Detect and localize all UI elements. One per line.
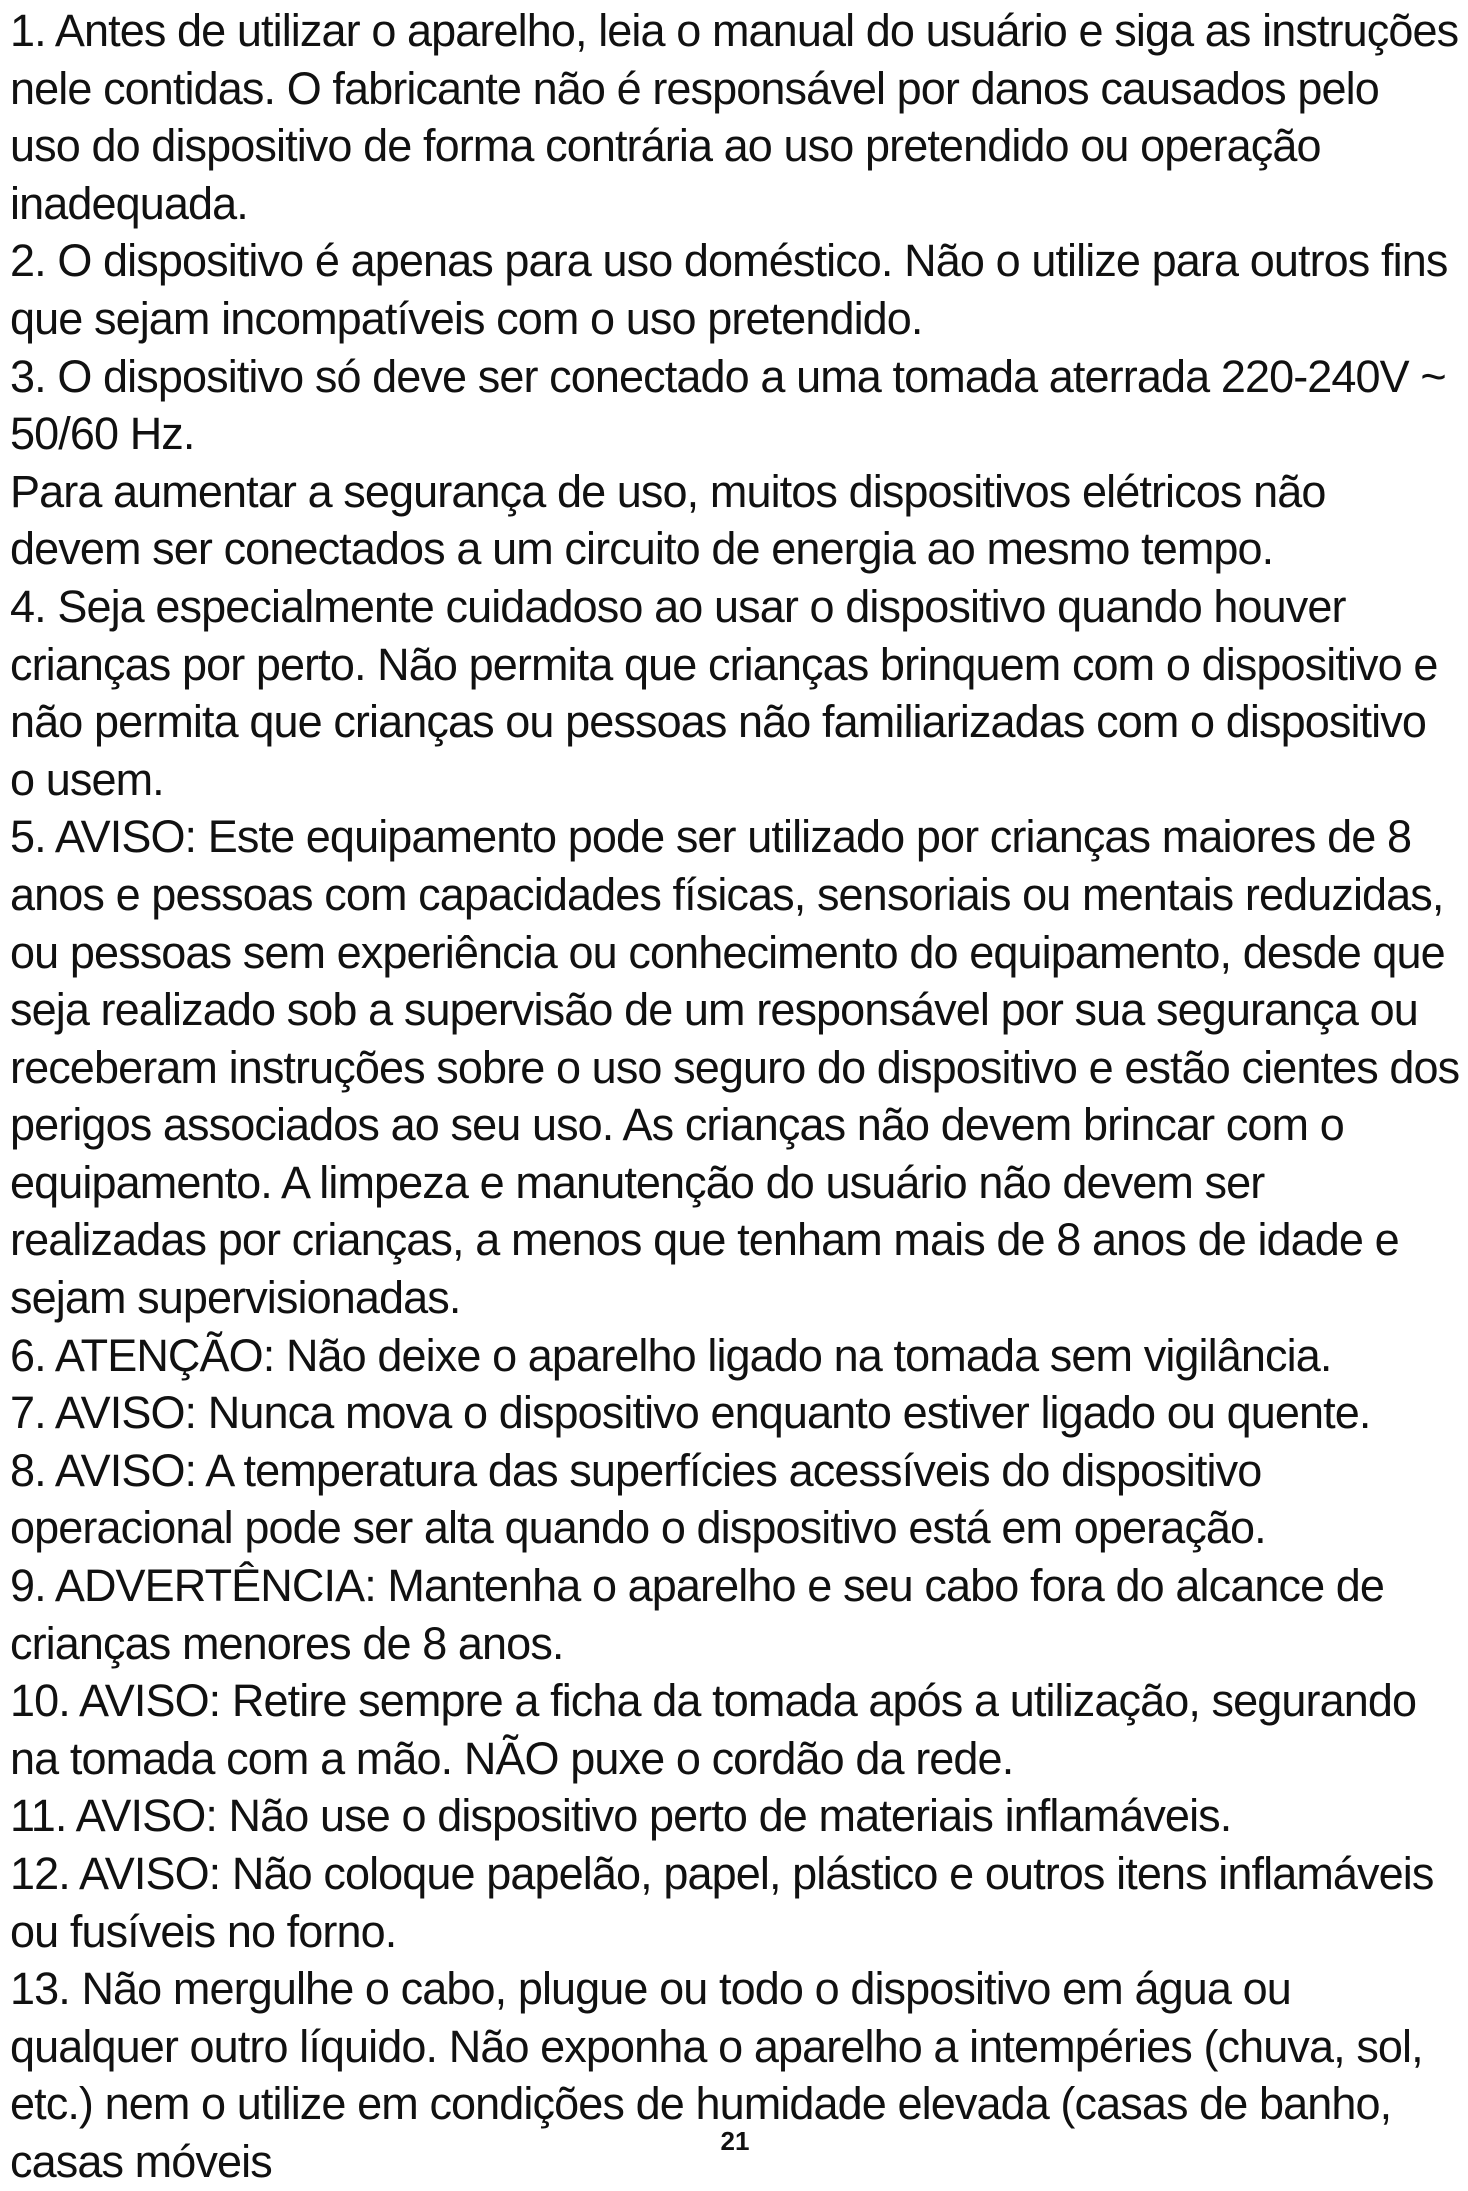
instruction-2: 2. O dispositivo é apenas para uso doméstico. Não o utilize para outros fins que sejam incompatíveis com o uso pretendido. (10, 235, 1448, 344)
instruction-10: 10. AVISO: Retire sempre a ficha da tomada após a utilização, segurando na tomada com a mão. NÃO puxe o cordão da rede. (10, 1675, 1417, 1784)
page-number: 21 (720, 2126, 750, 2156)
instruction-13: 13. Não mergulhe o cabo, plugue ou todo o dispositivo em água ou qualquer outro líquido. Não exponha o aparelho a intempéries (chuva, sol, etc.) nem o utilize em condições de humidade elevada (casas de banho, casas móveis (10, 1963, 1423, 2187)
instruction-12: 12. AVISO: Não coloque papelão, papel, plástico e outros itens inflamáveis ou fusíveis no forno. (10, 1848, 1434, 1957)
instruction-3-note: Para aumentar a segurança de uso, muitos dispositivos elétricos não devem ser conectados a um circuito de energia ao mesmo tempo. (10, 465, 1326, 575)
instruction-1: 1. Antes de utilizar o aparelho, leia o manual do usuário e siga as instruções nele contidas. O fabricante não é responsável por danos causados pelo uso do dispositivo de forma contrária ao uso pretendido ou operação inadequada. (10, 5, 1459, 229)
instruction-3: 3. O dispositivo só deve ser conectado a uma tomada aterrada 220-240V ~ 50/60 Hz. (10, 350, 1446, 460)
safety-instructions (10, 0, 1460, 2191)
instruction-6: 6. ATENÇÃO: Não deixe o aparelho ligado na tomada sem vigilância. (10, 1329, 1332, 1381)
instruction-7: 7. AVISO: Nunca mova o dispositivo enquanto estiver ligado ou quente. (10, 1387, 1371, 1439)
instruction-5: 5. AVISO: Este equipamento pode ser utilizado por crianças maiores de 8 anos e pessoas com capacidades físicas, sensoriais ou mentais reduzidas, ou pessoas sem experiência ou conhecimento do equipamento, desde que seja realizado sob a supervisão de um responsável por sua segurança ou receberam instruções sobre o uso seguro do dispositivo e estão cientes dos perigos associados ao seu uso. As crianças não devem brincar com o equipamento. A limpeza e manutenção do usuário não devem ser realizadas por crianças, a menos que tenham mais de 8 anos de idade e sejam supervisionadas. (10, 811, 1460, 1324)
manual-page (10, 0, 1460, 2187)
instruction-9: 9. ADVERTÊNCIA: Mantenha o aparelho e seu cabo fora do alcance de crianças menores de 8 anos. (10, 1560, 1385, 1669)
instruction-11: 11. AVISO: Não use o dispositivo perto de materiais inflamáveis. (10, 1790, 1232, 1842)
instruction-8: 8. AVISO: A temperatura das superfícies acessíveis do dispositivo operacional pode ser alta quando o dispositivo está em operação. (10, 1444, 1266, 1554)
instruction-4: 4. Seja especialmente cuidadoso ao usar o dispositivo quando houver crianças por perto. Não permita que crianças brinquem com o dispositivo e não permita que crianças ou pessoas não familiarizadas com o dispositivo o usem. (10, 580, 1438, 805)
